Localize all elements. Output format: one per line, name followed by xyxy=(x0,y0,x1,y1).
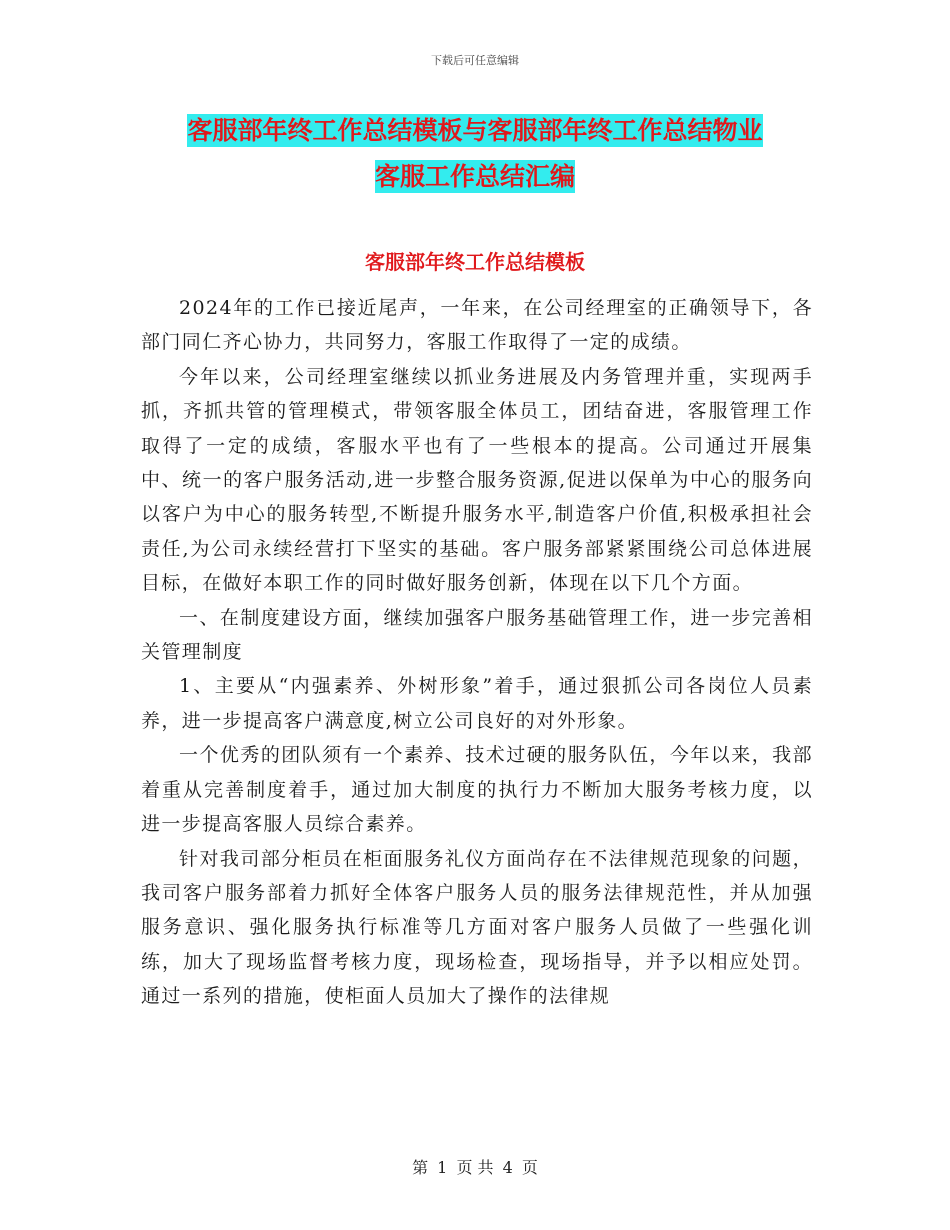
section-heading: 客服部年终工作总结模板 xyxy=(365,250,585,274)
paragraph-1: 2024年的工作已接近尾声，一年来，在公司经理室的正确领导下，各部门同仁齐心协力，共同努力，客服工作取得了一定的成绩。 xyxy=(141,297,813,354)
paragraph-5: 一个优秀的团队须有一个素养、技术过硬的服务队伍，今年以来，我部着重从完善制度着手，通过加大制度的执行力不断加大服务考核力度，以进一步提高客服人员综合素养。 xyxy=(141,744,813,836)
document-title-line-1: 客服部年终工作总结模板与客服部年终工作总结物业 xyxy=(187,116,763,145)
body-text xyxy=(141,291,813,1014)
page-footer xyxy=(0,1155,950,1178)
paragraph-3: 一、在制度建设方面，继续加强客户服务基础管理工作，进一步完善相关管理制度 xyxy=(141,606,813,664)
footer-prefix: 第 xyxy=(412,1158,429,1177)
paragraph-6: 针对我司部分柜员在柜面服务礼仪方面尚存在不法律规范现象的问题，我司客户服务部着力抓好全体客户服务人员的服务法律规范性，并从加强服务意识、强化服务执行标准等几方面对客户服务人员做了一些强化训练，加大了现场监督考核力度，现场检查，现场指导，并予以相应处罚。通过一系列的措施，使柜面人员加大了操作的法律规 xyxy=(141,847,813,1008)
footer-page-number: 1 xyxy=(437,1158,448,1177)
paragraph-2: 今年以来，公司经理室继续以抓业务进展及内务管理并重，实现两手抓，齐抓共管的管理模式，带领客服全体员工，团结奋进，客服管理工作取得了一定的成绩，客服水平也有了一些根本的提高。公司通过开展集中、统一的客户服务活动,进一步整合服务资源,促进以保单为中心的服务向以客户为中心的服务转型,不断提升服务水平,制造客户价值,积极承担社会责任,为公司永续经营打下坚实的基础。客户服务部紧紧围绕公司总体进展目标，在做好本职工作的同时做好服务创新，体现在以下几个方面。 xyxy=(141,365,813,595)
header-note: 下载后可任意编辑 xyxy=(431,54,519,67)
document-title-line-2: 客服工作总结汇编 xyxy=(374,162,575,191)
paragraph-4: 1、主要从“内强素养、外树形象”着手，通过狠抓公司各岗位人员素养，进一步提高客户满意度,树立公司良好的对外形象。 xyxy=(141,675,813,732)
footer-middle: 页 共 xyxy=(456,1158,494,1177)
footer-suffix: 页 xyxy=(521,1158,538,1177)
footer-total-pages: 4 xyxy=(502,1158,513,1177)
document-title xyxy=(140,108,810,200)
